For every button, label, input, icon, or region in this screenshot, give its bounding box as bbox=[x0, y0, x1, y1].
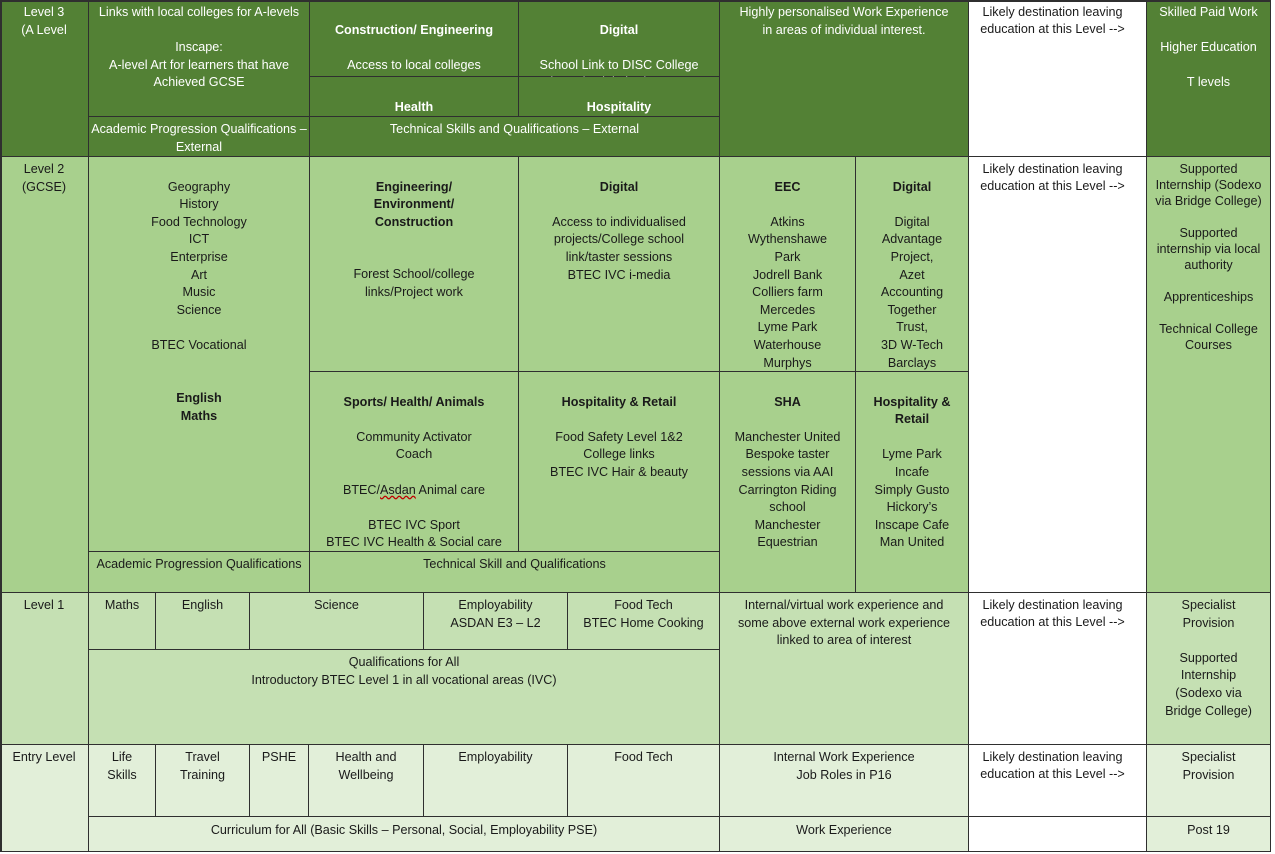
level1-science: Science bbox=[250, 593, 424, 650]
entry-food-tech: Food Tech bbox=[568, 745, 720, 817]
level2-label: Level 2 (GCSE) bbox=[0, 157, 89, 593]
level2-sports-body-2 bbox=[324, 482, 504, 500]
level3-technical-quals: Technical Skills and Qualifications – External bbox=[310, 117, 720, 157]
level2-destination: Likely destination leaving education at this Level --> bbox=[969, 157, 1147, 593]
level2-hospitality bbox=[519, 372, 720, 552]
level3-hospitality-title: Hospitality bbox=[586, 99, 652, 114]
level1-employability: Employability ASDAN E3 – L2 bbox=[424, 593, 568, 650]
level2-we-digital-title: Digital bbox=[892, 179, 932, 194]
level3-label: Level 3 (A Level bbox=[0, 0, 89, 157]
level2-engineering bbox=[310, 157, 519, 372]
entry-work-experience-bottom: Work Experience bbox=[720, 817, 969, 852]
level1-english: English bbox=[156, 593, 250, 650]
entry-employability: Employability bbox=[424, 745, 568, 817]
entry-label: Entry Level bbox=[0, 745, 89, 852]
level3-construction-body: Access to local colleges bbox=[347, 57, 481, 72]
level2-we-digital bbox=[856, 157, 969, 372]
entry-travel-training: Travel Training bbox=[156, 745, 250, 817]
entry-curriculum: Curriculum for All (Basic Skills – Personal, Social, Employability PSE) bbox=[89, 817, 720, 852]
level2-we-digital-body: Digital Advantage Project, Azet Accounting Together Trust, 3D W-Tech Barclays bbox=[880, 214, 944, 370]
level3-academic-links: Links with local colleges for A-levels Inscape: A-level Art for learners that have Achieved GCSE bbox=[89, 0, 310, 117]
level2-hospitality-body: Food Safety Level 1&2 College links BTEC IVC Hair & beauty bbox=[550, 429, 688, 479]
level2-sha-body: Manchester United Bespoke taster sessions via AAI Carrington Riding school Manchester Equestrian bbox=[734, 429, 841, 550]
level2-sports-body-2c: Animal care bbox=[415, 482, 486, 497]
level2-engineering-title: Engineering/ Environment/ Construction bbox=[373, 179, 455, 229]
level2-digital bbox=[519, 157, 720, 372]
level2-sports-body-2a: BTEC/ bbox=[342, 482, 381, 497]
level2-sports-body-2b: Asdan bbox=[380, 482, 416, 497]
level1-maths: Maths bbox=[89, 593, 156, 650]
level2-subjects-list: Geography History Food Technology ICT Enterprise Art Music Science BTEC Vocational bbox=[151, 179, 247, 352]
level2-engineering-body: Forest School/college links/Project work bbox=[353, 266, 475, 299]
entry-destination: Likely destination leaving education at this Level --> bbox=[969, 745, 1147, 817]
level2-eec-body: Atkins Wythenshawe Park Jodrell Bank Colliers farm Mercedes Lyme Park Waterhouse Murphys bbox=[748, 214, 827, 370]
level2-sports-title: Sports/ Health/ Animals bbox=[343, 394, 485, 409]
level1-food-tech: Food Tech BTEC Home Cooking bbox=[568, 593, 720, 650]
level1-work-experience: Internal/virtual work experience and some above external work experience linked to area of interest bbox=[720, 593, 969, 745]
entry-pshe: PSHE bbox=[250, 745, 309, 817]
level1-outcome: Specialist Provision Supported Internship (Sodexo via Bridge College) bbox=[1147, 593, 1271, 745]
entry-health-wellbeing: Health and Wellbeing bbox=[309, 745, 424, 817]
level3-health-title: Health bbox=[394, 99, 434, 114]
entry-outcome-bottom: Post 19 bbox=[1147, 817, 1271, 852]
level3-construction-title: Construction/ Engineering bbox=[334, 22, 494, 37]
level3-academic-quals: Academic Progression Qualifications – External bbox=[89, 117, 310, 157]
level3-digital-title: Digital bbox=[599, 22, 639, 37]
level2-eec bbox=[720, 157, 856, 372]
level2-we-hospitality bbox=[856, 372, 969, 593]
table-top-border bbox=[0, 0, 1271, 2]
entry-work-experience: Internal Work Experience Job Roles in P16 bbox=[720, 745, 969, 817]
level2-sports bbox=[310, 372, 519, 552]
level3-hospitality bbox=[519, 77, 720, 117]
level2-sports-body-3: BTEC IVC Sport BTEC IVC Health & Social care bbox=[326, 517, 502, 550]
entry-life-skills: Life Skills bbox=[89, 745, 156, 817]
level1-destination: Likely destination leaving education at this Level --> bbox=[969, 593, 1147, 745]
level3-construction bbox=[310, 0, 519, 77]
level2-sports-body-1: Community Activator Coach bbox=[356, 429, 472, 462]
level2-we-hospitality-body: Lyme Park Incafe Simply Gusto Hickory’s Inscape Cafe Man United bbox=[874, 447, 950, 550]
level3-digital bbox=[519, 0, 720, 77]
level2-technical-quals: Technical Skill and Qualifications bbox=[310, 552, 720, 593]
level2-academic-quals: Academic Progression Qualifications bbox=[89, 552, 310, 593]
level2-hospitality-title: Hospitality & Retail bbox=[561, 394, 677, 409]
level2-we-hospitality-title: Hospitality & Retail bbox=[873, 394, 951, 427]
level2-sha-title: SHA bbox=[774, 394, 801, 409]
level2-core-subjects: English Maths bbox=[176, 391, 222, 423]
entry-destination-bottom bbox=[969, 817, 1147, 852]
level2-outcome: Supported Internship (Sodexo via Bridge College) Supported internship via local authority Apprenticeships Technical College Courses bbox=[1147, 157, 1271, 593]
level2-sha bbox=[720, 372, 856, 593]
level2-eec-title: EEC bbox=[774, 179, 801, 194]
level3-health bbox=[310, 77, 519, 117]
level1-quals-for-all: Qualifications for All Introductory BTEC Level 1 in all vocational areas (IVC) bbox=[89, 650, 720, 745]
level2-subjects bbox=[89, 157, 310, 552]
level3-destination: Likely destination leaving education at this Level --> bbox=[969, 0, 1147, 157]
level2-digital-title: Digital bbox=[599, 179, 639, 194]
table-left-border bbox=[0, 0, 2, 852]
level3-digital-body: School Link to DISC College bbox=[539, 57, 699, 72]
entry-outcome: Specialist Provision bbox=[1147, 745, 1271, 817]
level1-label: Level 1 bbox=[0, 593, 89, 745]
level3-work-experience: Highly personalised Work Experience in areas of individual interest. bbox=[720, 0, 969, 157]
level2-digital-body: Access to individualised projects/College school link/taster sessions BTEC IVC i-media bbox=[552, 214, 686, 282]
level3-outcome: Skilled Paid Work Higher Education T levels bbox=[1147, 0, 1271, 157]
